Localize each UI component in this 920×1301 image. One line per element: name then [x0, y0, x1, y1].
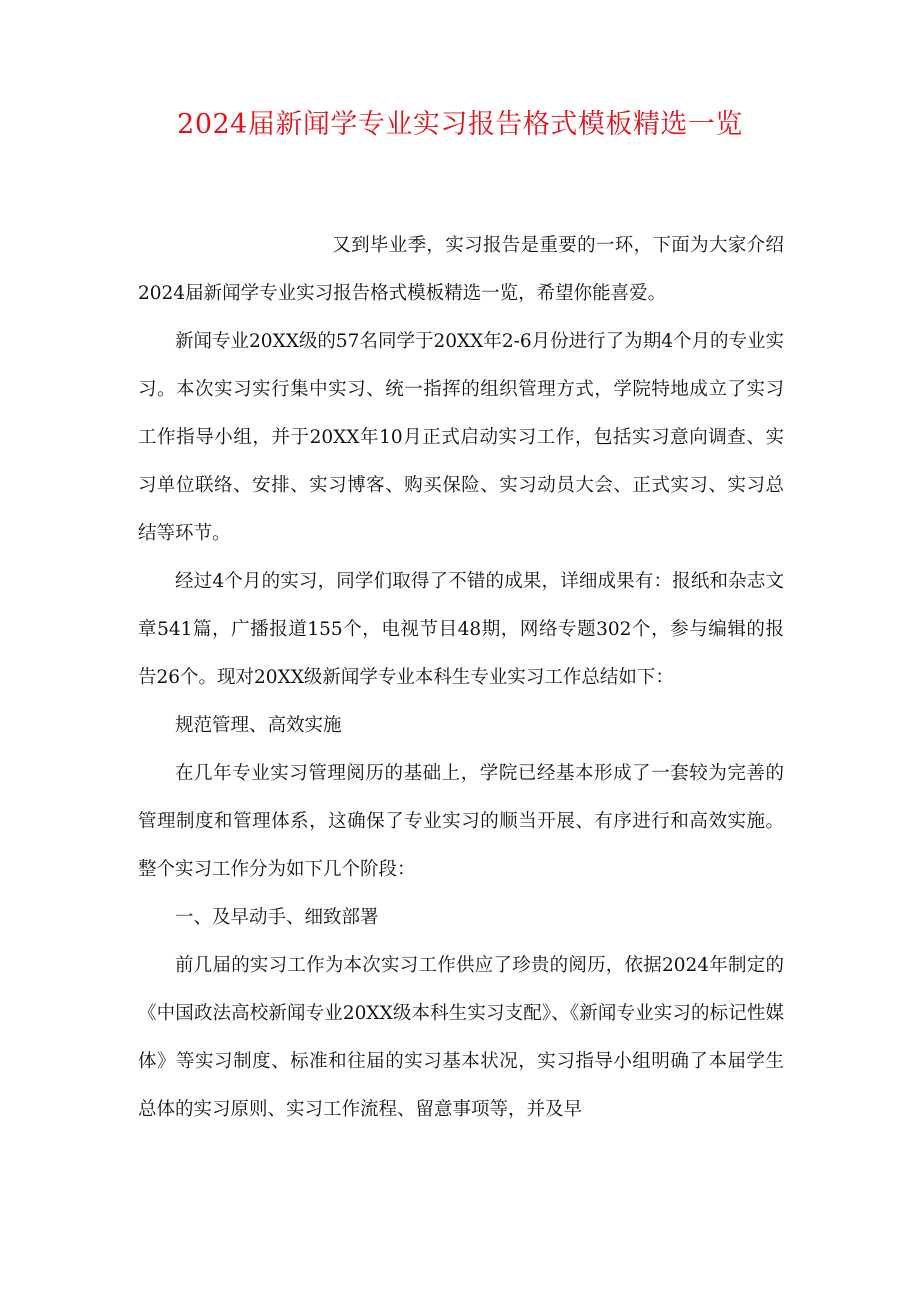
- section-heading-stage-one: 一、及早动手、细致部署: [175, 907, 379, 928]
- section-heading-management: 规范管理、高效实施: [175, 715, 342, 736]
- paragraph-overview: 新闻专业20XX级的57名同学于20XX年2-6月份进行了为期4个月的专业实习。本次实习实行集中实习、统一指挥的组织管理方式，学院特地成立了实习工作指导小组，并于20XX年10月正式启动实习工作，包括实习意向调查、实习单位联络、安排、实习博客、购买保险、实习动员大会、正式实习、实习总结等环节。: [138, 331, 784, 544]
- paragraph-management: 在几年专业实习管理阅历的基础上，学院已经基本形成了一套较为完善的管理制度和管理体系，这确保了专业实习的顺当开展、有序进行和高效实施。整个实习工作分为如下几个阶段：: [138, 763, 784, 880]
- document-title: 2024届新闻学专业实习报告格式模板精选一览: [177, 109, 743, 140]
- document-body: [138, 222, 784, 1134]
- paragraph-stage-one: 前几届的实习工作为本次实习工作供应了珍贵的阅历，依据2024年制定的《中国政法高校新闻专业20XX级本科生实习支配》、《新闻专业实习的标记性媒体》等实习制度、标准和往届的实习基本状况，实习指导小组明确了本届学生总体的实习原则、实习工作流程、留意事项等，并及早: [138, 955, 784, 1120]
- paragraph-results: 经过4个月的实习，同学们取得了不错的成果，详细成果有：报纸和杂志文章541篇，广播报道155个，电视节目48期，网络专题302个，参与编辑的报告26个。现对20XX级新闻学专业本科生专业实习工作总结如下：: [138, 571, 784, 688]
- paragraph-intro: 又到毕业季，实习报告是重要的一环，下面为大家介绍2024届新闻学专业实习报告格式模板精选一览，希望你能喜爱。: [138, 235, 784, 304]
